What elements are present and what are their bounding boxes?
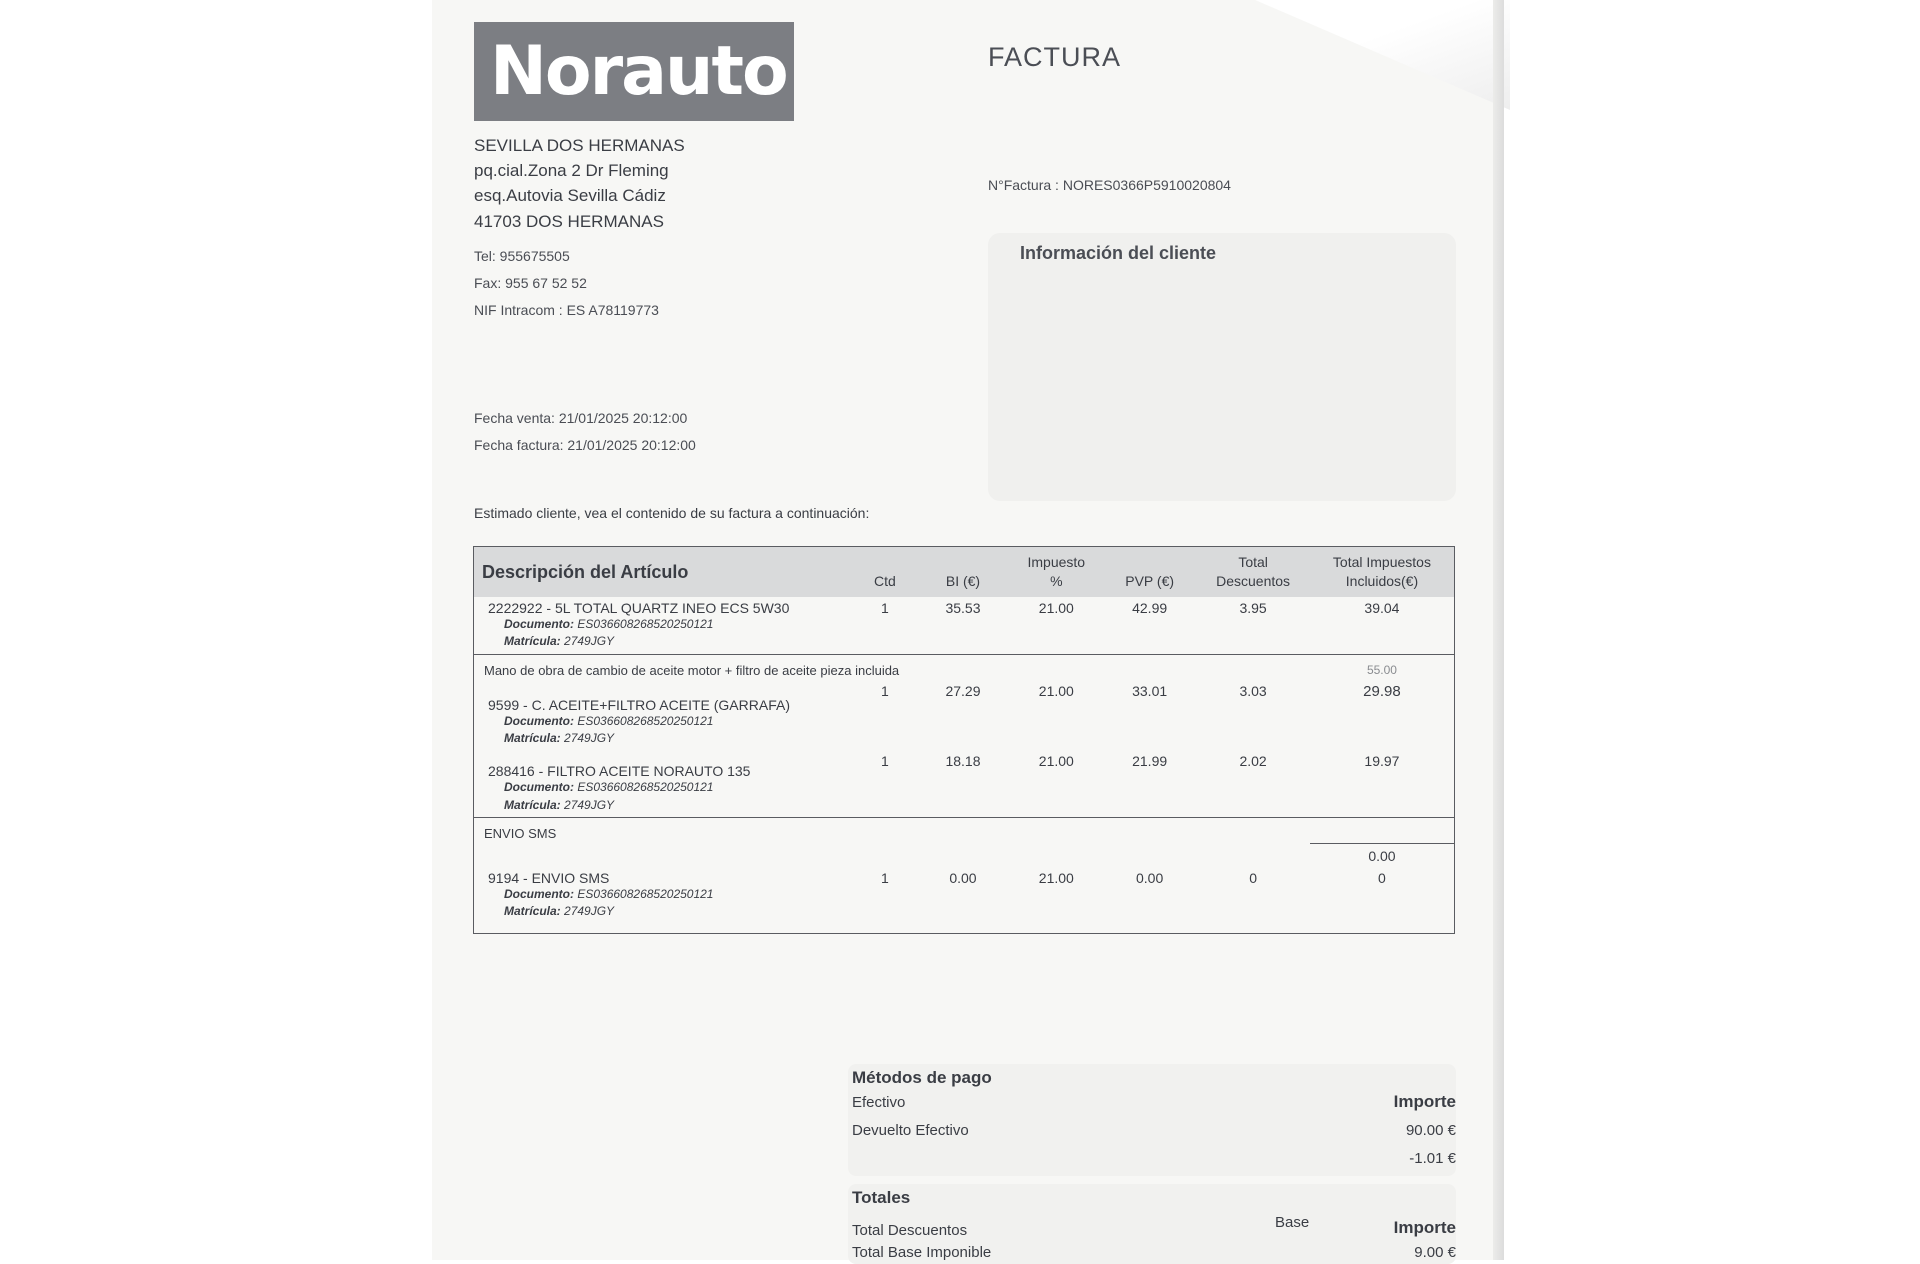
sale-date: Fecha venta: 21/01/2025 20:12:00 bbox=[474, 410, 688, 426]
header-quantity: Ctd bbox=[853, 547, 916, 597]
item-quantity: 1 bbox=[880, 599, 889, 616]
header-description: Descripción del Artículo bbox=[474, 547, 854, 597]
payment-change-label: Devuelto Efectivo bbox=[852, 1122, 969, 1139]
invoice-number: N°Factura : NORES0366P5910020804 bbox=[988, 177, 1231, 193]
item-bi: 0.00 bbox=[949, 869, 977, 886]
payment-title: Métodos de pago bbox=[852, 1068, 992, 1087]
store-name: SEVILLA DOS HERMANAS bbox=[474, 136, 685, 155]
item-pvp: 0.00 bbox=[1136, 869, 1164, 886]
item-bi: 18.18 bbox=[945, 753, 981, 770]
totals-discounts-label: Total Descuentos bbox=[852, 1222, 968, 1239]
totals-title: Totales bbox=[852, 1188, 911, 1207]
item-pvp: 42.99 bbox=[1132, 599, 1168, 616]
item-quantity: 1 bbox=[880, 869, 889, 886]
totals-discounts-value: 9.00 € bbox=[1414, 1244, 1456, 1261]
payment-importe-header: Importe bbox=[1393, 1092, 1456, 1111]
item-quantity: 1 bbox=[880, 682, 889, 699]
totals-base-header: Base bbox=[1275, 1214, 1310, 1231]
intro-text: Estimado cliente, vea el contenido de su factura a continuación: bbox=[474, 505, 870, 521]
item-bi: 35.53 bbox=[945, 599, 981, 616]
invoice-date: Fecha factura: 21/01/2025 20:12:00 bbox=[474, 437, 696, 453]
item-tax: 21.00 bbox=[1038, 753, 1074, 770]
item-discount: 3.03 bbox=[1239, 682, 1267, 699]
item-discount: 0 bbox=[1249, 869, 1257, 886]
item-description: 9194 - ENVIO SMS Documento: ES036608268520250121 Matrícula: 2749JGY bbox=[488, 869, 714, 919]
item-tax: 21.00 bbox=[1038, 869, 1074, 886]
item-quantity: 1 bbox=[880, 753, 889, 770]
table-row bbox=[474, 867, 1455, 924]
store-address-line-1: pq.cial.Zona 2 Dr Fleming bbox=[474, 161, 669, 180]
norauto-logo: Norauto bbox=[474, 22, 794, 121]
item-description: 9599 - C. ACEITE+FILTRO ACEITE (GARRAFA) Documento: ES036608268520250121 Matrícula: 2749JGY bbox=[488, 696, 790, 745]
paper-edge-shadow bbox=[1493, 0, 1504, 1260]
table-header-row bbox=[474, 547, 1455, 597]
item-total: 19.97 bbox=[1364, 753, 1400, 770]
item-discount: 2.02 bbox=[1239, 753, 1267, 770]
header-total-taxes-included: Total Impuestos Incluidos(€) bbox=[1310, 547, 1455, 597]
group-sms-value: 0.00 bbox=[1310, 843, 1455, 867]
client-info-title: Información del cliente bbox=[1020, 243, 1217, 263]
table-row bbox=[474, 750, 1455, 817]
group-labor-value: 55.00 bbox=[1310, 654, 1455, 680]
item-total: 0 bbox=[1378, 869, 1386, 886]
item-total: 39.04 bbox=[1364, 599, 1400, 616]
header-tax: Impuesto % bbox=[1010, 547, 1103, 597]
client-info-box bbox=[988, 233, 1456, 501]
header-total-discounts: Total Descuentos bbox=[1196, 547, 1310, 597]
store-nif: NIF Intracom : ES A78119773 bbox=[474, 302, 659, 318]
payment-cash-value: 90.00 € bbox=[1405, 1122, 1456, 1139]
store-fax: Fax: 955 67 52 52 bbox=[474, 275, 587, 291]
payment-change-value: -1.01 € bbox=[1409, 1150, 1456, 1167]
item-tax: 21.00 bbox=[1038, 599, 1074, 616]
totals-base-imponible-label: Total Base Imponible bbox=[852, 1244, 992, 1261]
document-title: FACTURA bbox=[988, 42, 1122, 72]
table-row bbox=[474, 597, 1455, 654]
item-description: 288416 - FILTRO ACEITE NORAUTO 135 Documento: ES036608268520250121 Matrícula: 2749JGY bbox=[488, 763, 751, 812]
store-address-line-3: 41703 DOS HERMANAS bbox=[474, 212, 664, 231]
totals-importe-header: Importe bbox=[1393, 1218, 1456, 1237]
invoice-items-table bbox=[473, 546, 1455, 934]
group-header-sms: ENVIO SMS bbox=[474, 818, 1455, 844]
store-phone: Tel: 955675505 bbox=[474, 248, 570, 264]
group-header-labor: Mano de obra de cambio de aceite motor + filtro de aceite pieza incluida 55.00 bbox=[474, 654, 1455, 680]
item-pvp: 21.99 bbox=[1132, 753, 1168, 770]
item-total: 29.98 bbox=[1363, 682, 1401, 700]
table-row bbox=[474, 680, 1455, 751]
payment-cash-label: Efectivo bbox=[852, 1094, 906, 1111]
group-sms-value-row bbox=[474, 843, 1455, 867]
item-discount: 3.95 bbox=[1239, 599, 1267, 616]
store-address-line-2: esq.Autovia Sevilla Cádiz bbox=[474, 186, 666, 205]
item-description: 2222922 - 5L TOTAL QUARTZ INEO ECS 5W30 Documento: ES036608268520250121 Matrícula: 2749JGY bbox=[488, 599, 790, 649]
item-tax: 21.00 bbox=[1038, 682, 1074, 699]
header-base-imponible: BI (€) bbox=[916, 547, 1009, 597]
header-pvp: PVP (€) bbox=[1103, 547, 1196, 597]
item-pvp: 33.01 bbox=[1132, 682, 1168, 699]
item-bi: 27.29 bbox=[945, 682, 981, 699]
